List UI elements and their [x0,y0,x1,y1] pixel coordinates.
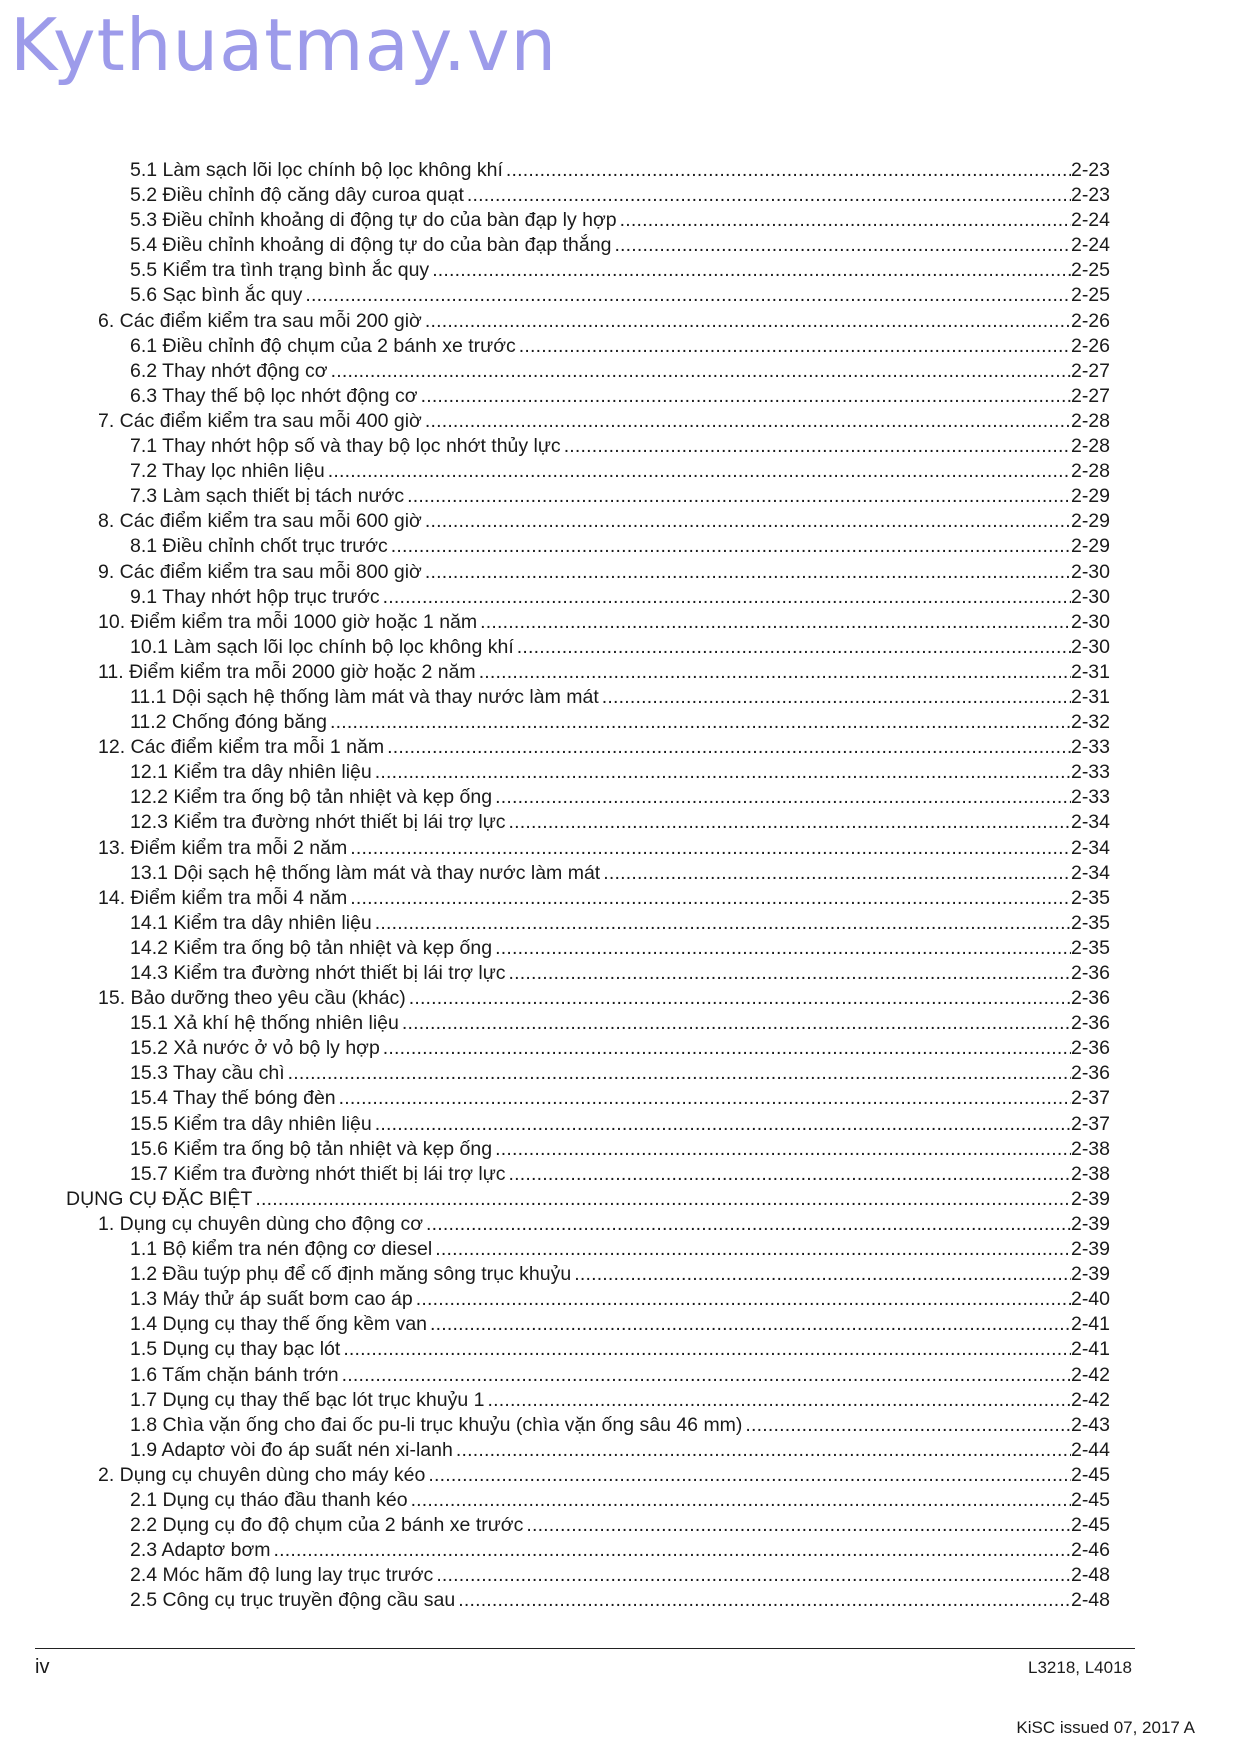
toc-entry[interactable] [66,208,1110,233]
toc-entry-page: 2-23 [1070,159,1110,181]
toc-dot-leader [564,434,1071,459]
toc-entry[interactable] [66,911,1110,936]
toc-dot-leader [480,610,1071,635]
toc-entry-title: 12. Các điểm kiểm tra mỗi 1 năm [98,736,385,759]
toc-dot-leader [509,1162,1071,1187]
toc-entry-title: 11.1 Dội sạch hệ thống làm mát và thay nước làm mát [130,685,599,708]
toc-entry-page: 2-25 [1070,284,1110,307]
toc-entry-title: 6.2 Thay nhớt động cơ [130,359,328,382]
toc-entry[interactable] [66,735,1110,760]
toc-entry-title: 15.6 Kiểm tra ống bộ tản nhiệt và kẹp ống [130,1137,493,1160]
toc-dot-leader [487,1388,1071,1413]
toc-entry-title: 12.1 Kiểm tra dây nhiên liệu [130,761,372,784]
toc-entry[interactable] [66,660,1110,685]
toc-entry[interactable] [66,886,1110,911]
toc-entry[interactable] [66,309,1110,334]
toc-dot-leader [330,710,1071,735]
toc-dot-leader [255,1187,1071,1212]
toc-entry-title: 1.5 Dụng cụ thay bạc lót [130,1338,341,1361]
toc-entry-page: 2-44 [1070,1438,1110,1461]
toc-entry[interactable] [66,1363,1110,1388]
toc-entry-title: 13.1 Dội sạch hệ thống làm mát và thay nước làm mát [130,861,601,884]
toc-entry-title: 5.6 Sạc bình ắc quy [130,284,303,307]
toc-entry[interactable] [66,685,1110,710]
toc-entry-page: 2-25 [1070,259,1110,282]
toc-entry-title: 2.1 Dụng cụ tháo đầu thanh kéo [130,1488,408,1511]
toc-entry[interactable] [66,635,1110,660]
toc-entry-page: 2-30 [1070,635,1110,658]
toc-dot-leader [574,1262,1071,1287]
toc-entry-title: 6.1 Điều chỉnh độ chụm của 2 bánh xe trước [130,334,516,357]
toc-dot-leader [614,233,1071,258]
toc-entry[interactable] [66,1061,1110,1086]
toc-entry-page: 2-31 [1070,685,1110,708]
toc-dot-leader [350,836,1071,861]
toc-entry[interactable] [66,861,1110,886]
toc-entry-title: 2.2 Dụng cụ đo độ chụm của 2 bánh xe trước [130,1514,524,1537]
toc-entry-page: 2-40 [1070,1288,1110,1311]
toc-dot-leader [391,534,1071,559]
toc-entry-title: 8. Các điểm kiểm tra sau mỗi 600 giờ [98,510,422,533]
toc-dot-leader [425,560,1071,585]
toc-entry-page: 2-39 [1070,1263,1110,1286]
toc-dot-leader [602,685,1071,710]
toc-dot-leader [402,1011,1071,1036]
toc-entry-page: 2-28 [1070,409,1110,432]
toc-entry-page: 2-28 [1070,435,1110,458]
toc-dot-leader [432,258,1071,283]
toc-entry-title: 2.5 Công cụ trục truyền động cầu sau [130,1589,456,1612]
toc-entry-title: 14. Điểm kiểm tra mỗi 4 năm [98,886,348,909]
toc-entry-title: 14.1 Kiểm tra dây nhiên liệu [130,911,372,934]
toc-entry[interactable] [66,785,1110,810]
toc-entry[interactable] [66,986,1110,1011]
toc-entry-title: 2.3 Adaptơ bơm [130,1539,271,1562]
toc-entry[interactable] [66,534,1110,559]
toc-dot-leader [506,158,1071,183]
toc-dot-leader [467,183,1071,208]
toc-dot-leader [383,1036,1071,1061]
toc-entry[interactable] [66,233,1110,258]
toc-entry[interactable] [66,1287,1110,1312]
toc-entry[interactable] [66,1262,1110,1287]
toc-entry-page: 2-24 [1070,234,1110,257]
toc-entry-page: 2-48 [1070,1564,1110,1587]
toc-dot-leader [375,911,1071,936]
toc-dot-leader [509,961,1071,986]
toc-entry-page: 2-26 [1070,309,1110,332]
toc-entry-title: 1.7 Dụng cụ thay thế bạc lót trục khuỷu 1 [130,1388,485,1411]
toc-dot-leader [416,1287,1071,1312]
toc-entry[interactable] [66,434,1110,459]
toc-entry-title: 5.4 Điều chỉnh khoảng di động tự do của bàn đạp thắng [130,234,612,257]
toc-dot-leader [383,585,1071,610]
toc-entry-title: 1.9 Adaptơ vòi đo áp suất nén xi-lanh [130,1438,453,1461]
toc-entry-page: 2-42 [1070,1363,1110,1386]
footer-model: L3218, L4018 [1028,1658,1132,1677]
toc-dot-leader [456,1438,1071,1463]
toc-entry-page: 2-34 [1070,861,1110,884]
toc-entry-page: 2-45 [1070,1514,1110,1537]
toc-entry-page: 2-42 [1070,1388,1110,1411]
toc-entry[interactable] [66,585,1110,610]
toc-dot-leader [435,1237,1071,1262]
toc-entry-page: 2-30 [1070,585,1110,608]
toc-dot-leader [479,660,1071,685]
toc-entry-page: 2-30 [1070,610,1110,633]
toc-entry[interactable] [66,1212,1110,1237]
toc-entry-title: 5.2 Điều chỉnh độ căng dây curoa quạt [130,184,464,207]
toc-entry[interactable] [66,710,1110,735]
toc-dot-leader [288,1061,1071,1086]
toc-entry-page: 2-35 [1070,911,1110,934]
toc-entry-page: 2-37 [1070,1087,1110,1110]
toc-entry-title: 7.1 Thay nhớt hộp số và thay bộ lọc nhớt thủy lực [130,435,561,458]
toc-entry-page: 2-33 [1070,761,1110,784]
toc-entry-title: 15. Bảo dưỡng theo yêu cầu (khác) [98,987,406,1010]
toc-entry-page: 2-33 [1070,786,1110,809]
toc-dot-leader [421,384,1071,409]
toc-entry-title: 1.4 Dụng cụ thay thế ống kềm van [130,1313,428,1336]
toc-dot-leader [331,359,1071,384]
toc-dot-leader [620,208,1071,233]
toc-entry-title: 6.3 Thay thế bộ lọc nhớt động cơ [130,384,418,407]
toc-entry-page: 2-41 [1070,1338,1110,1361]
toc-entry-title: 14.3 Kiểm tra đường nhớt thiết bị lái trợ lực [130,962,506,984]
toc-entry[interactable] [66,334,1110,359]
toc-entry-page: 2-45 [1070,1488,1110,1511]
toc-dot-leader [305,283,1071,308]
toc-entry-page: 2-43 [1070,1413,1110,1436]
toc-entry-title: 15.2 Xả nước ở vỏ bộ ly hợp [130,1037,380,1060]
toc-entry-page: 2-48 [1070,1589,1110,1612]
toc-entry-title: 13. Điểm kiểm tra mỗi 2 năm [98,836,348,859]
toc-entry[interactable] [66,459,1110,484]
toc-entry-title: 12.3 Kiểm tra đường nhớt thiết bị lái trợ lực [130,811,506,834]
toc-dot-leader [526,1513,1071,1538]
toc-entry[interactable] [66,183,1110,208]
toc-entry[interactable] [66,409,1110,434]
toc-entry-title: 8.1 Điều chỉnh chốt trục trước [130,535,388,558]
toc-dot-leader [274,1538,1071,1563]
toc-entry-page: 2-29 [1070,535,1110,558]
toc-entry-title: 10. Điểm kiểm tra mỗi 1000 giờ hoặc 1 năm [98,610,478,633]
toc-entry-title: 15.5 Kiểm tra dây nhiên liệu [130,1112,372,1135]
toc-entry-page: 2-36 [1070,1012,1110,1035]
toc-entry-page: 2-36 [1070,1062,1110,1085]
toc-dot-leader [411,1488,1071,1513]
toc-entry[interactable] [66,1162,1110,1187]
toc-entry-page: 2-39 [1070,1238,1110,1261]
toc-dot-leader [339,1086,1071,1111]
toc-entry-title: 1.8 Chìa vặn ống cho đai ốc pu-li trục khuỷu (chìa vặn ống sâu 46 mm) [130,1413,743,1436]
toc-entry-page: 2-24 [1070,209,1110,232]
toc-entry-page: 2-35 [1070,886,1110,909]
toc-entry-page: 2-29 [1070,485,1110,508]
toc-entry-page: 2-46 [1070,1539,1110,1562]
toc-dot-leader [387,735,1071,760]
toc-entry[interactable] [66,810,1110,835]
toc-entry-title: 5.1 Làm sạch lõi lọc chính bộ lọc không khí [130,159,503,181]
toc-entry[interactable] [66,1337,1110,1362]
toc-dot-leader [426,1212,1071,1237]
toc-dot-leader [458,1588,1071,1613]
toc-entry-page: 2-31 [1070,660,1110,683]
toc-entry-title: 1. Dụng cụ chuyên dùng cho động cơ [98,1212,424,1235]
toc-dot-leader [603,861,1071,886]
toc-entry[interactable] [66,836,1110,861]
toc-entry-title: 5.3 Điều chỉnh khoảng di động tự do của bàn đạp ly hợp [130,209,617,232]
toc-entry[interactable] [66,1011,1110,1036]
toc-entry[interactable] [66,359,1110,384]
toc-entry-page: 2-45 [1070,1463,1110,1486]
toc-entry-page: 2-36 [1070,1037,1110,1060]
toc-entry[interactable] [66,1438,1110,1463]
toc-entry-title: 9.1 Thay nhớt hộp trục trước [130,585,380,608]
toc-dot-leader [407,484,1071,509]
toc-entry-page: 2-32 [1070,711,1110,734]
toc-dot-leader [342,1363,1071,1388]
table-of-contents [66,158,1110,1613]
toc-entry[interactable] [66,1563,1110,1588]
toc-dot-leader [517,635,1071,660]
toc-entry[interactable] [66,1488,1110,1513]
toc-entry-title: 5.5 Kiểm tra tình trạng bình ắc quy [130,259,430,282]
toc-entry-title: 1.6 Tấm chặn bánh trớn [130,1363,339,1386]
toc-entry-title: 7.2 Thay lọc nhiên liệu [130,460,325,483]
toc-entry[interactable] [66,560,1110,585]
toc-dot-leader [375,1112,1071,1137]
toc-entry[interactable] [66,258,1110,283]
toc-entry-title: 15.7 Kiểm tra đường nhớt thiết bị lái trợ lực [130,1162,506,1185]
footer-issued: KiSC issued 07, 2017 A [1016,1718,1195,1737]
toc-entry[interactable] [66,1413,1110,1438]
toc-entry-page: 2-37 [1070,1112,1110,1135]
toc-entry-page: 2-29 [1070,510,1110,533]
toc-entry[interactable] [66,1538,1110,1563]
toc-entry-title: 2.4 Móc hãm độ lung lay trục trước [130,1564,434,1587]
toc-entry[interactable] [66,1588,1110,1613]
toc-entry-title: 7. Các điểm kiểm tra sau mỗi 400 giờ [98,409,422,432]
toc-entry[interactable] [66,484,1110,509]
toc-dot-leader [428,1463,1071,1488]
toc-entry-page: 2-39 [1070,1187,1110,1210]
toc-entry-title: 10.1 Làm sạch lõi lọc chính bộ lọc không khí [130,635,514,658]
footer-page-number: iv [35,1656,50,1678]
toc-dot-leader [409,986,1071,1011]
toc-entry-title: 1.1 Bộ kiểm tra nén động cơ diesel [130,1238,433,1261]
toc-entry-page: 2-39 [1070,1212,1110,1235]
toc-entry[interactable] [66,384,1110,409]
toc-entry[interactable] [66,283,1110,308]
toc-entry-page: 2-34 [1070,836,1110,859]
toc-entry-title: DỤNG CỤ ĐẶC BIỆT [66,1187,253,1210]
toc-entry-page: 2-36 [1070,962,1110,984]
toc-dot-leader [425,509,1071,534]
toc-entry[interactable] [66,936,1110,961]
toc-dot-leader [350,886,1071,911]
toc-entry[interactable] [66,760,1110,785]
toc-entry[interactable] [66,610,1110,635]
toc-entry[interactable] [66,1112,1110,1137]
toc-entry-page: 2-34 [1070,811,1110,834]
toc-dot-leader [519,334,1071,359]
toc-entry-title: 6. Các điểm kiểm tra sau mỗi 200 giờ [98,309,422,332]
toc-dot-leader [328,459,1071,484]
toc-entry-page: 2-41 [1070,1313,1110,1336]
toc-dot-leader [509,810,1071,835]
toc-entry-title: 7.3 Làm sạch thiết bị tách nước [130,485,405,508]
toc-entry-title: 11.2 Chống đóng băng [130,711,327,734]
toc-entry[interactable] [66,1187,1110,1212]
toc-entry-title: 14.2 Kiểm tra ống bộ tản nhiệt và kẹp ống [130,936,493,959]
toc-entry-title: 2. Dụng cụ chuyên dùng cho máy kéo [98,1463,426,1486]
toc-dot-leader [745,1413,1071,1438]
toc-entry-page: 2-28 [1070,460,1110,483]
toc-dot-leader [425,309,1071,334]
toc-entry-page: 2-27 [1070,384,1110,407]
toc-dot-leader [343,1337,1071,1362]
toc-entry[interactable] [66,1086,1110,1111]
toc-entry[interactable] [66,1388,1110,1413]
toc-entry-page: 2-26 [1070,334,1110,357]
toc-entry-title: 1.2 Đầu tuýp phụ để cố định măng sông trục khuỷu [130,1263,572,1286]
toc-dot-leader [495,1137,1071,1162]
toc-entry-page: 2-23 [1070,184,1110,207]
toc-entry-page: 2-36 [1070,987,1110,1010]
toc-entry-page: 2-38 [1070,1137,1110,1160]
toc-entry[interactable] [66,1312,1110,1337]
toc-entry[interactable] [66,1137,1110,1162]
toc-entry-page: 2-35 [1070,936,1110,959]
toc-entry[interactable] [66,1513,1110,1538]
toc-dot-leader [430,1312,1071,1337]
toc-entry-title: 15.3 Thay cầu chì [130,1062,285,1085]
toc-dot-leader [375,760,1071,785]
toc-entry-title: 15.1 Xả khí hệ thống nhiên liệu [130,1012,399,1035]
toc-entry[interactable] [66,158,1110,183]
footer-divider [35,1648,1135,1649]
toc-entry-title: 9. Các điểm kiểm tra sau mỗi 800 giờ [98,560,422,583]
toc-dot-leader [436,1563,1071,1588]
toc-entry[interactable] [66,509,1110,534]
toc-entry-title: 12.2 Kiểm tra ống bộ tản nhiệt và kẹp ống [130,786,493,809]
toc-entry-page: 2-30 [1070,560,1110,583]
toc-dot-leader [425,409,1071,434]
toc-entry-title: 1.3 Máy thử áp suất bơm cao áp [130,1288,413,1311]
toc-entry[interactable] [66,1237,1110,1262]
toc-entry-page: 2-33 [1070,736,1110,759]
toc-entry-title: 15.4 Thay thế bóng đèn [130,1087,336,1110]
toc-entry-page: 2-38 [1070,1162,1110,1185]
watermark-logo: Kythuatmay.vn [10,3,558,87]
toc-entry-page: 2-27 [1070,359,1110,382]
toc-entry[interactable] [66,1036,1110,1061]
toc-dot-leader [495,936,1071,961]
toc-entry-title: 11. Điểm kiểm tra mỗi 2000 giờ hoặc 2 năm [98,660,476,683]
toc-entry[interactable] [66,1463,1110,1488]
toc-entry[interactable] [66,961,1110,986]
toc-dot-leader [495,785,1071,810]
